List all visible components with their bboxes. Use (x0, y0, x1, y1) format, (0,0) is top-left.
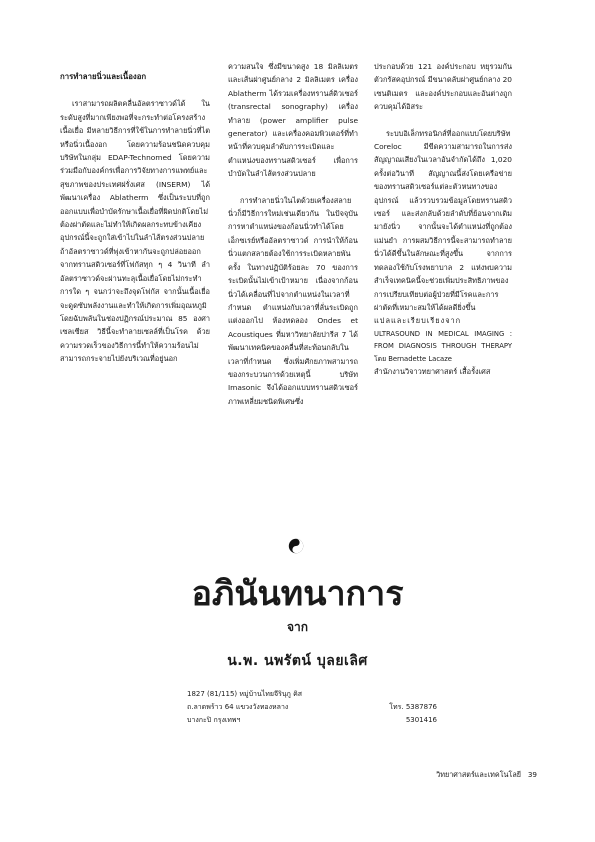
phone-number: โทร. 5387876 (389, 703, 437, 711)
author-name: น.พ. นพรัตน์ บุลยเลิศ (227, 653, 368, 669)
source-title: ULTRASOUND IN MEDICAL IMAGING : FROM DIAGNOSIS THROUGH THERAPY โดย Bernadette Lacaze (374, 329, 512, 363)
phone-number: 5301416 (405, 716, 437, 724)
paragraph: การทำลายนิ่วในไตด้วยเครื่องสลายนิ่วก็มีวิธีการใหม่เช่นเดียวกัน ในปัจจุบันการหาตำแหน่งของก้อนนิ่วทำได้โดยเอ็กซเรย์หรืออัลตราซาวด์ การนำให้ก้อนนิ่วแตกสลายต้องใช้การระเบิดหลายพันครั้ง ในทางปฏิบัติร้อยละ 70 ของการระเบิดนั้นไม่เข้าเป้าหมาย เนื่องจากก้อนนิ่วได้เคลื่อนที่ไปจากตำแหน่งในเวลาที่กำหนด ตำแหน่งกับเวลาที่ลั่นระเบิดถูกแต่งออกไป ห้องทดลอง Ondes et Acoustiques ที่มหาวิทยาลัยปารีส 7 ได้พัฒนาเทคนิคของคลื่นที่สะท้อนกลับในเวลาที่กำหนด ซึ่งเพิ่มศักยภาพสามารถของกระบวนการด้วยเหตุนี้ บริษัท Imasonic จึงได้ออกแบบทรานสดิวเซอร์ภาพเหลี่ยมชนิดพิเศษซึ่ง (228, 195, 358, 406)
page-number: 39 (527, 770, 537, 779)
column-left (60, 60, 210, 366)
paragraph: ความสนใจ ซึ่งมีขนาดสูง 18 มิลลิเมตร และเส้นผ่าศูนย์กลาง 2 มิลลิเมตร เครื่อง Ablatherm ได้รวมเครื่องทรานส์ดิวเซอร์ (transrectal sonography) เครื่องทำลาย (power amplifier pulse generator) และเครื่องคอมพิวเตอร์ที่ทำหน้าที่ควบคุมลำดับการระเบิดและตำแหน่งของทรานสดิวเซอร์ เพื่อการบำบัดในลำไส้ตรงส่วนปลาย (228, 62, 358, 179)
section-heading: การทำลายนิ่วและเนื้องอก (60, 72, 147, 81)
contact-block (187, 688, 437, 727)
from-label: จาก (286, 620, 309, 634)
journal-name: วิทยาศาสตร์และเทคโนโลยี (436, 770, 521, 779)
paragraph: ระบบอิเล็กทรอนิกส์ที่ออกแบบโดยบริษัท Coreloc มีขีดความสามารถในการส่งสัญญาณเสียงในเวลาอันจำกัดได้ถึง 1,020 ครั้งต่อวินาที สัญญาณนี้ส่งโดยเครือข่ายของทรานสดิวเซอร์แต่ละตัวหนทางของอุปกรณ์ แล้วรวบรวมข้อมูลโดยทรานสดิวเซอร์ และส่งกลับด้วยลำดับที่ย้อนจากเดิมมายังนิ่ว จากนั้นจะได้ตำแหน่งที่ถูกต้องแม่นยำ การผสมวิธีการนี้จะสามารถทำลายนิ่วได้ดีขึ้นในลักษณะที่สูงขึ้น จากการทดลองใช้กับโรงพยาบาล 2 แห่งพบความสำเร็จเทคนิคนี้จะช่วยเพิ่มประสิทธิภาพของการเปรียบเทียบต่อผู้ป่วยที่มีโรคและการผ่าตัดที่เหมาะสมให้ได้ผลดียิ่งขึ้น (374, 128, 512, 312)
swirl-ornament-icon (287, 537, 305, 555)
address-line: ถ.ลาดพร้าว 64 แขวงวังทองหลาง (187, 703, 289, 711)
address-line: 1827 (81/115) หมู่บ้านไทยจีรินุกู คิส (187, 690, 303, 698)
paragraph: ประกอบด้วย 121 องค์ประกอบ หยุรวมกันตัวกรัสคอุปกรณ์ มีขนาดลับผ่าศูนย์กลาง 20 เซนติเมตร และองค์ประกอบและอันต่างถูกควบคุมได้อิสระ (374, 62, 512, 112)
column-right (374, 60, 512, 379)
translation-credit: แปลและเรียบเรียงจาก (374, 316, 462, 326)
address-line: บางกะปิ กรุงเทพฯ (187, 716, 241, 724)
page-footer (436, 770, 537, 781)
source-organization: สำนักงานวิจาวทยาศาสตร์ เสื้อรั้งเศส (374, 367, 491, 377)
column-middle (228, 60, 358, 408)
paragraph: เราสามารถผลิตคลื่นอัลตราซาวด์ได้ ในระดับสูงที่มากเพียงพอที่จะกระทำต่อโครงสร้างเนื้อเยื่อ มีหลายวิธีการที่ใช้ในการทำลายนิ่วที่ไตหรือนิ่วเนื้องอก โดยความร้อนชนิดควบคุม บริษัทในกลุ่ม EDAP-Technomed โดยความร่วมมือกับองค์กรเพื่อการวิจัยทางการแพทย์และสุขภาพของประเทศฝรั่งเศส (INSERM) ได้พัฒนาเครื่อง Ablatherm ซึ่งเป็นระบบที่ถูกออกแบบเพื่อบำบัดรักษาเนื้อเยื่อที่ผิดปกติโดยไม่ต้องผ่าตัดและไม่ทำให้เกิดผลกระทบข้างเคียง อุปกรณ์นี้จะถูกใส่เข้าไปในลำไส้ตรงส่วนปลาย ถ้าอัลตราซาวด์ที่พุ่งเข้าหากันจะถูกปล่อยออกจากทรานสดิวเซอร์ที่โฟกัสทุก ๆ 4 วินาที ลำอัลตราซาวด์จะผ่านทะลุเนื้อเยื่อโดยไม่กระทำการใด ๆ จนกว่าจะถึงจุดโฟกัส จากนั้นเนื้อเยื่อจะดูดซับพลังงานและทำให้เกิดการเพิ่มอุณหภูมิโดยฉับพลันในช่องปฏิกรณ์ประมาณ 85 องศาเซลเซียส วิธีนี้จะทำลายเซลล์ที่เป็นโรค ด้วยความรวดเร็วของวิธีการนี้ทำให้ความร้อนไม่สามารถกระจายไปยังบริเวณที่อยู่นอก (60, 99, 210, 364)
page-title: อภินันทนาการ (191, 574, 404, 614)
